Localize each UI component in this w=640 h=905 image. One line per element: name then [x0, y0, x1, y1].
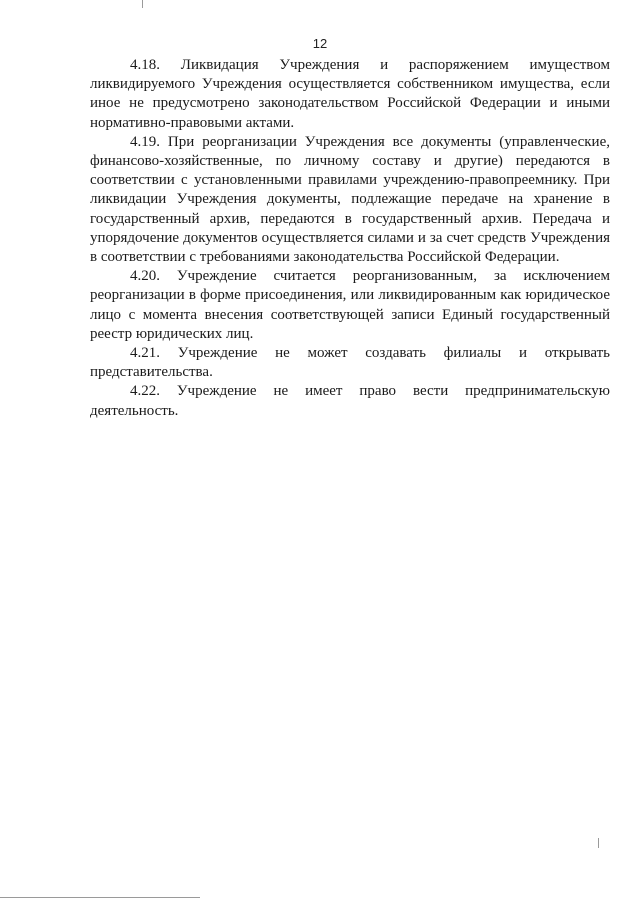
paragraph-4-20: 4.20. Учреждение считается реорганизованным, за исключением реорганизации в форме присоединения, или ликвидированным как юридическое лицо с момента внесения соответствующей записи Единый государственный реестр юридических лиц.	[90, 268, 610, 342]
scan-mark-right	[598, 838, 599, 848]
document-body	[90, 56, 610, 421]
paragraph-4-22: 4.22. Учреждение не имеет право вести предпринимательскую деятельность.	[90, 383, 610, 419]
paragraph-4-19: 4.19. При реорганизации Учреждения все документы (управленческие, финансово-хозяйственные, по личному составу и другие) передаются в соответствии с установленными правилами учреждению-правопреемнику. При ликвидации Учреждения документы, подлежащие передаче на хранение в государственный архив, передаются в государственный архив. Передача и упорядочение документов осуществляется силами и за счет средств Учреждения в соответствии с требованиями законодательства Российской Федерации.	[90, 133, 610, 266]
paragraph-4-18: 4.18. Ликвидация Учреждения и распоряжением имуществом ликвидируемого Учреждения осуществляется собственником имущества, если иное не предусмотрено законодательством Российской Федерации и иными нормативно-правовыми актами.	[90, 57, 610, 131]
scan-mark-top	[142, 0, 143, 8]
paragraph-4-21: 4.21. Учреждение не может создавать филиалы и открывать представительства.	[90, 345, 610, 381]
footer-divider	[0, 897, 200, 898]
page-number: 12	[312, 36, 328, 51]
